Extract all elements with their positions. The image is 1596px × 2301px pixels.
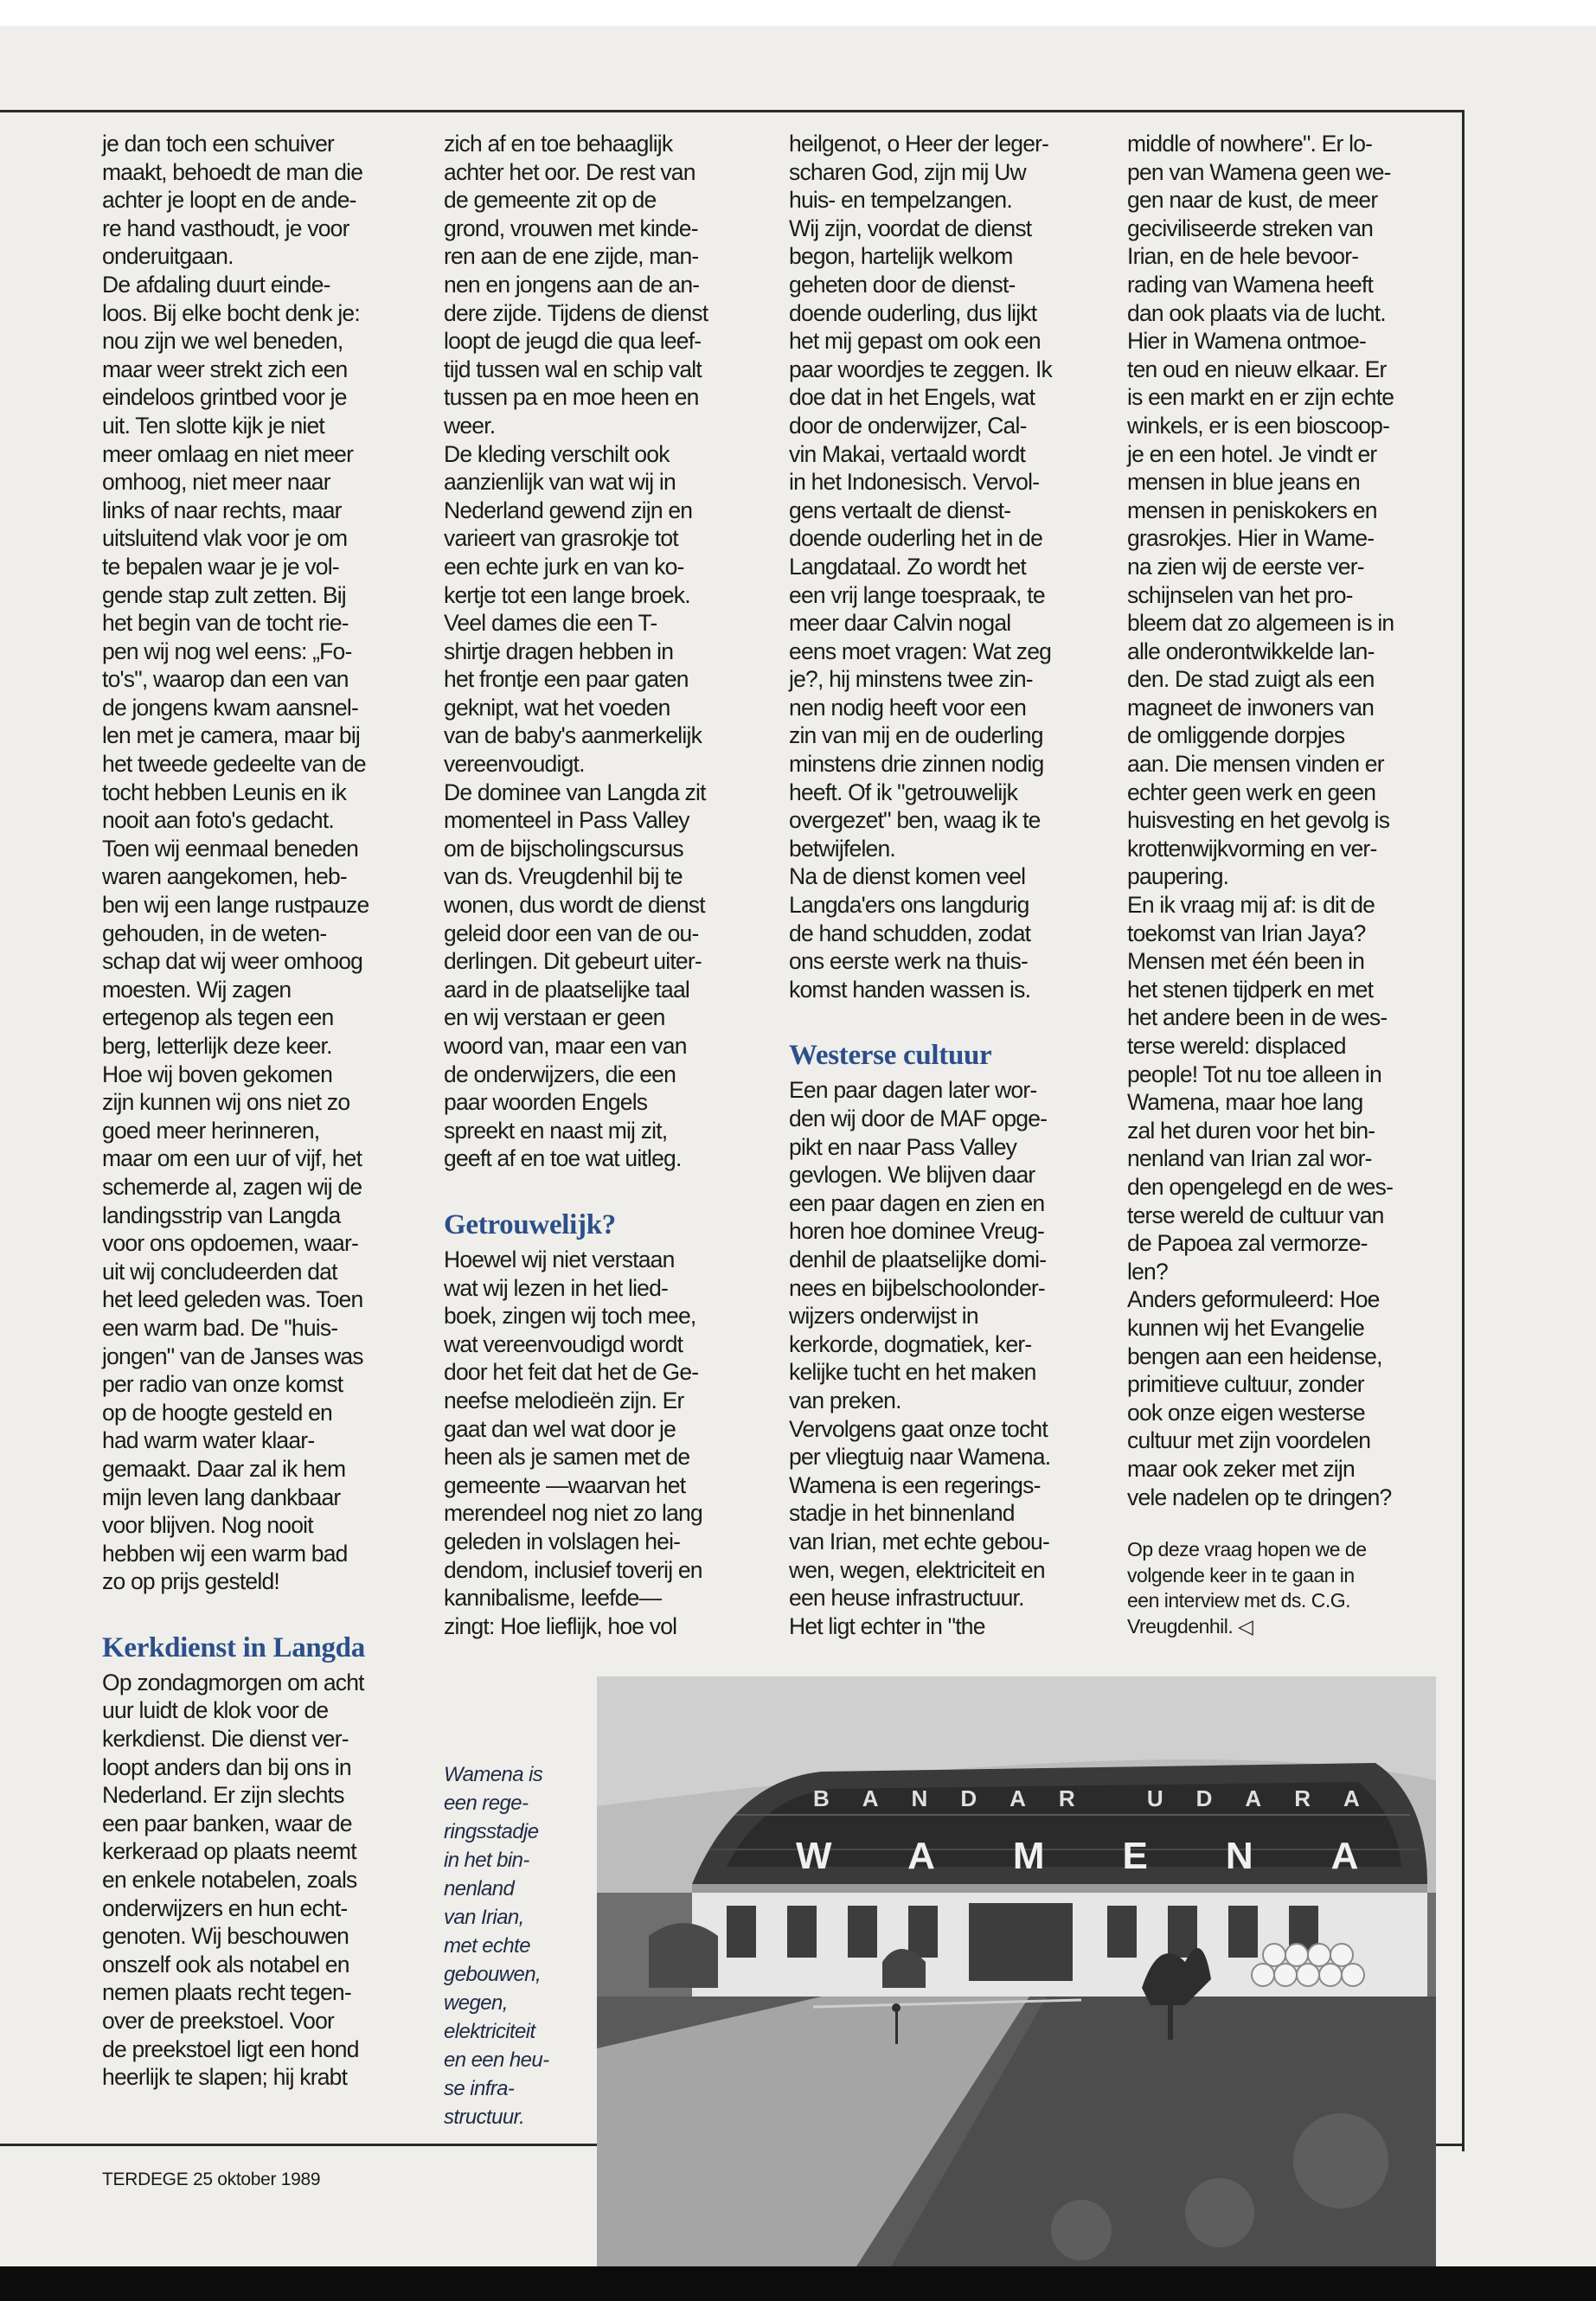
sign-bandar-udara: BANDAR UDARA [813, 1785, 1393, 1811]
column-2-body-2: Hoewel wij niet verstaan wat wij lezen in het lied- boek, zingen wij toch mee, wat vereenvoudigd wordt door het feit dat het de Ge- neefse melodieën zijn. Er gaat dan wel wat door je heen als je samen met de gemeente —waarvan het merendeel nog niet zo lang geleden in volslagen hei- dendom, inclusief toverij en kannibalisme, leefde— zingt: Hoe lieflijk, hoe vol [444, 1246, 702, 1639]
column-4-body: middle of nowhere". Er lo- pen van Wamena geen we- gen naar de kust, de meer geciviliseerde streken van Irian, en de hele bevoor- rading van Wamena heeft dan ook plaats via de lucht. Hier in Wamena ontmoe- ten oud en nieuw elkaar. Er is een markt en er zijn echte winkels, er is een bioscoop- je en een hotel. Je vindt er mensen in blue jeans en mensen in peniskokers en grasrokjes. Hier in Wame- na zien wij de eerste ver- schijnselen van het pro- bleem dat zo algemeen is in alle onderontwikkelde lan- den. De stad zuigt als een magneet de inwoners van de omliggende dorpjes aan. Die mensen vinden er echter geen werk en geen huisvesting en het gevolg is krottenwijkvorming en ver- paupering. En ik vraag mij af: is dit de toekomst van Irian Jaya? Mensen met één been in het stenen tijdperk en met het andere been in de wes- terse wereld: displaced people! Tot nu toe alleen in Wamena, maar hoe lang zal het duren voor het bin- nenland van Irian zal wor- den opengelegd en de wes- terse wereld de cultuur van de Papoea zal vermorze- len? Anders geformuleerd: Hoe kunnen wij het Evangelie bengen aan een heidense, primitieve cultuur, zonder ook onze eigen westerse cultuur met zijn voordelen maar ook zeker met zijn vele nadelen op te dringen? [1127, 131, 1394, 1510]
page-top-edge [0, 0, 1596, 26]
photo-caption: Wamena is een rege- ringsstadje in het bin- nenland van Irian, met echte gebouwen, wegen, elektriciteit en een heu- se infra- structuur. [444, 1763, 549, 2129]
airport-illustration [597, 1676, 1436, 2266]
page-bottom-edge [0, 2266, 1596, 2301]
column-2 [444, 130, 764, 1640]
closing-note: Op deze vraag hopen we de volgende keer in te gaan in een interview met ds. C.G. Vreugdenhil. ◁ [1127, 1538, 1367, 1638]
footer-publication: TERDEGE 25 oktober 1989 [102, 2170, 321, 2189]
column-1 [102, 130, 413, 2092]
column-3-body-2: Een paar dagen later wor- den wij door de MAF opge- pikt en naar Pass Valley gevlogen. We blijven daar een paar dagen en zien en horen hoe dominee Vreug- denhil de plaatselijke domi- nees en bijbelschoolonder- wijzers onderwijst in kerkorde, dogmatiek, ker- kelijke tucht en het maken van preken. Vervolgens gaat onze tocht per vliegtuig naar Wamena. Wamena is een regerings- stadje in het binnenland van Irian, met echte gebou- wen, wegen, elektriciteit en een heuse infrastructuur. Het ligt echter in "the [789, 1077, 1051, 1639]
column-1-body-2: Op zondagmorgen om acht uur luidt de klok voor de kerkdienst. Die dienst ver- loopt anders dan bij ons in Nederland. Er zijn slechts een paar banken, waar de kerkeraad op plaats neemt en enkele notabelen, zoals onderwijzers en hun echt- genoten. Wij beschouwen onszelf ook als notabel en nemen plaats recht tegen- over de preekstoel. Voor de preekstoel ligt een hond heerlijk te slapen; hij krabt [102, 1669, 364, 2091]
heading-westerse-cultuur: Westerse cultuur [789, 1040, 992, 1072]
heading-getrouwelijk: Getrouwelijk? [444, 1208, 616, 1240]
heading-kerkdienst: Kerkdienst in Langda [102, 1631, 365, 1663]
wamena-airport-photo [597, 1676, 1436, 2266]
sign-wamena: WAMENA [796, 1835, 1436, 1877]
side-rule [1462, 110, 1465, 2151]
column-3 [789, 130, 1109, 1640]
column-1-body: je dan toch een schuiver maakt, behoedt de man die achter je loopt en de ande- re hand vasthoudt, je voor onderuitgaan. De afdaling duurt einde- loos. Bij elke bocht denk je: nou zijn we wel beneden, maar weer strekt zich een eindeloos grintbed voor je uit. Ten slotte kijk je niet meer omlaag en niet meer omhoog, niet meer naar links of naar rechts, maar uitsluitend vlak voor je om te bepalen waar je je vol- gende stap zult zetten. Bij het begin van de tocht rie- pen wij nog wel eens: „Fo- to's", waarop dan een van de jongens kwam aansnel- len met je camera, maar bij het tweede gedeelte van de tocht hebben Leunis en ik nooit aan foto's gedacht. Toen wij eenmaal beneden waren aangekomen, heb- ben wij een lange rustpauze gehouden, in de weten- schap dat wij weer omhoog moesten. Wij zagen ertegenop als tegen een berg, letterlijk deze keer. Hoe wij boven gekomen zijn kunnen wij ons niet zo goed meer herinneren, maar om een uur of vijf, het schemerde al, zagen wij de landingsstrip van Langda voor ons opdoemen, waar- uit wij concludeerden dat het leed geleden was. Toen een warm bad. De "huis- jongen" van de Janses was per radio van onze komst op de hoogte gesteld en had warm water klaar- gemaakt. Daar zal ik hem mijn leven lang dankbaar voor blijven. Nog nooit hebben wij een warm bad zo op prijs gesteld! [102, 131, 369, 1595]
column-3-body: heilgenot, o Heer der leger- scharen God, zijn mij Uw huis- en tempelzangen. Wij zijn, voordat de dienst begon, hartelijk welkom geheten door de dienst- doende ouderling, dus lijkt het mij gepast om ook een paar woordjes te zeggen. Ik doe dat in het Engels, wat door de onderwijzer, Cal- vin Makai, vertaald wordt in het Indonesisch. Vervol- gens vertaalt de dienst- doende ouderling het in de Langdataal. Zo wordt het een vrij lange toespraak, te meer daar Calvin nogal eens moet vragen: Wat zeg je?, hij minstens twee zin- nen nodig heeft voor een zin van mij en de ouderling minstens drie zinnen nodig heeft. Of ik "getrouwelijk overgezet" ben, waag ik te betwijfelen. Na de dienst komen veel Langda'ers ons langdurig de hand schudden, zodat ons eerste werk na thuis- komst handen wassen is. [789, 131, 1052, 1003]
top-rule [0, 110, 1462, 112]
column-4 [1127, 130, 1447, 1639]
column-2-body: zich af en toe behaaglijk achter het oor. De rest van de gemeente zit op de grond, vrouwen met kinde- ren aan de ene zijde, man- nen en jongens aan de an- dere zijde. Tijdens de dienst loopt de jeugd die qua leef- tijd tussen wal en schip valt tussen pa en moe heen en weer. De kleding verschilt ook aanzienlijk van wat wij in Nederland gewend zijn en varieert van grasrokje tot een echte jurk en van ko- kertje tot een lange broek. Veel dames die een T- shirtje dragen hebben in het frontje een paar gaten geknipt, wat het voeden van de baby's aanmerkelijk vereenvoudigt. De dominee van Langda zit momenteel in Pass Valley om de bijscholingscursus van ds. Vreugdenhil bij te wonen, dus wordt de dienst geleid door een van de ou- derlingen. Dit gebeurt uiter- aard in de plaatselijke taal en wij verstaan er geen woord van, maar een van de onderwijzers, die een paar woorden Engels spreekt en naast mij zit, geeft af en toe wat uitleg. [444, 131, 708, 1172]
